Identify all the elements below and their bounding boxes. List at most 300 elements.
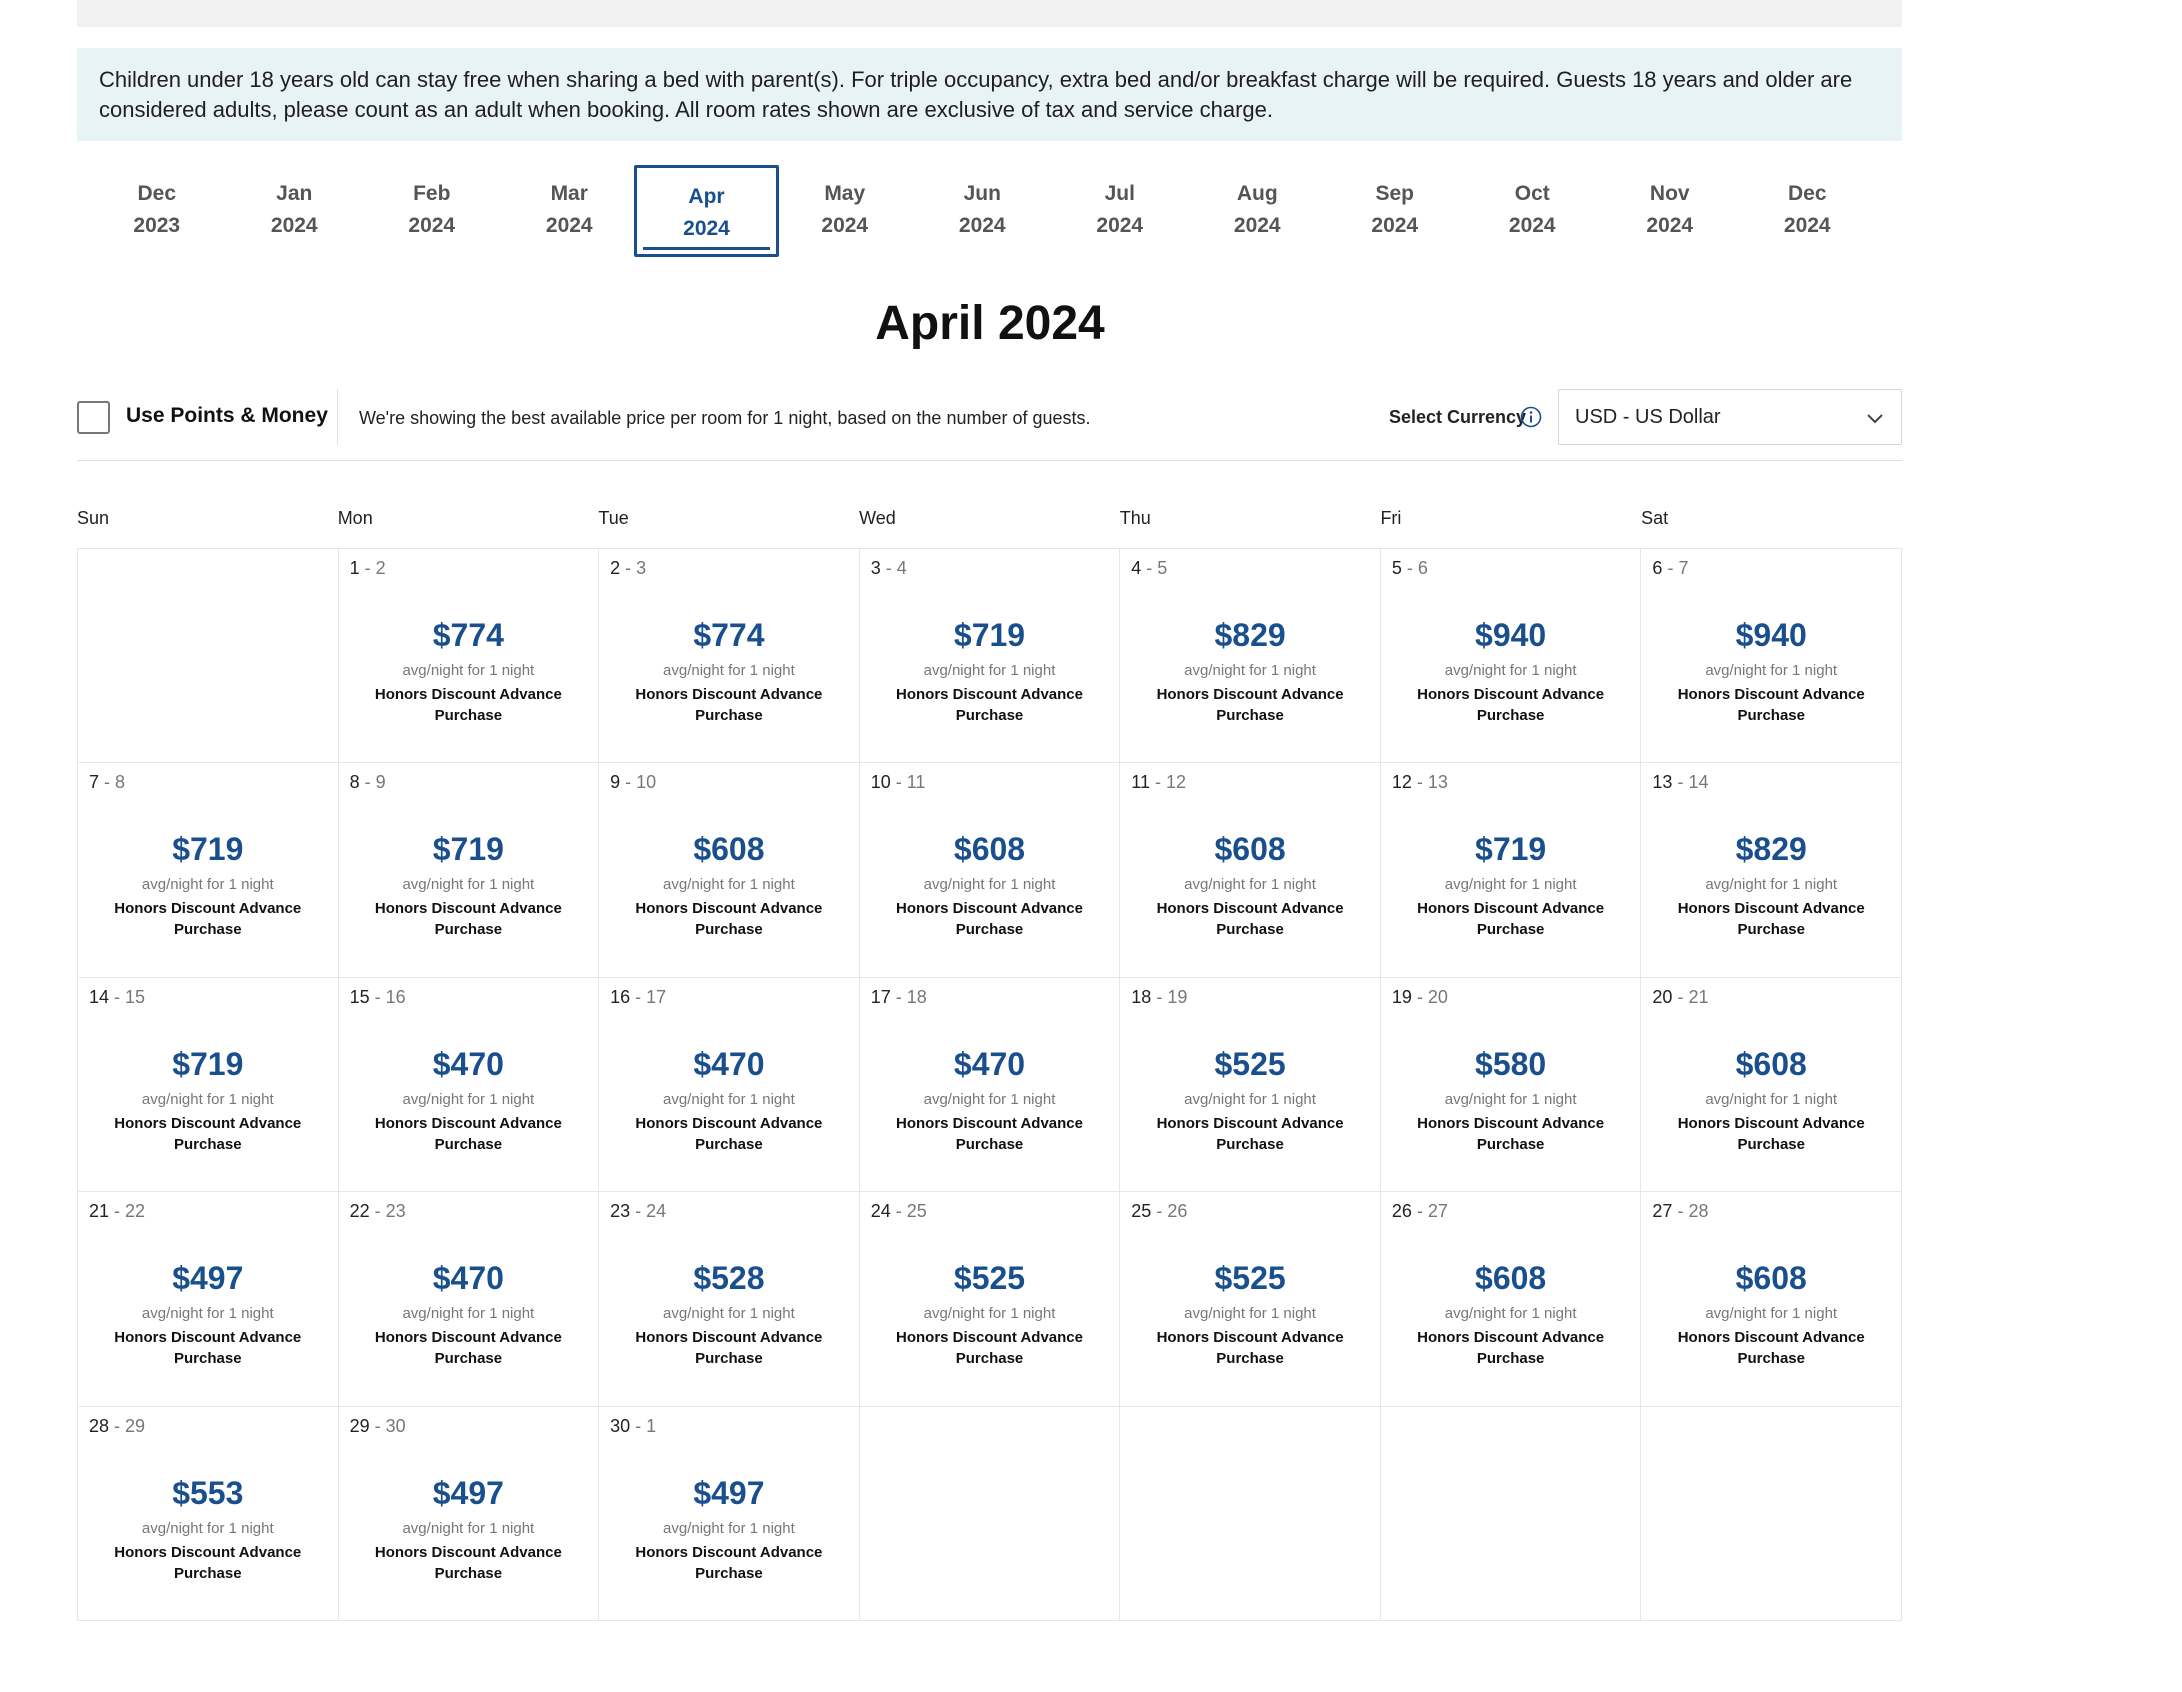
rate-name: Honors Discount Advance Purchase xyxy=(896,1114,1083,1153)
nightly-price: $553 xyxy=(172,1474,244,1511)
date-range xyxy=(871,558,907,579)
calendar-day-cell[interactable] xyxy=(1120,978,1381,1192)
nightly-price: $774 xyxy=(432,617,504,653)
avg-night-text: avg/night for 1 night xyxy=(1705,1090,1838,1108)
month-name: Jul xyxy=(1104,182,1135,205)
date-to: 16 xyxy=(385,986,406,1007)
rate-name: Honors Discount Advance Purchase xyxy=(374,1114,562,1153)
weekday-header: Wed xyxy=(859,508,896,528)
rate-name: Honors Discount Advance Purchase xyxy=(114,1329,302,1368)
date-from: 13 xyxy=(1652,772,1673,793)
date-from: 23 xyxy=(610,1201,631,1222)
date-separator: - xyxy=(1672,772,1689,793)
date-separator: - xyxy=(1411,772,1428,793)
chevron-down-icon xyxy=(1865,408,1885,428)
calendar-day-cell[interactable] xyxy=(339,1192,600,1406)
date-separator: - xyxy=(359,558,376,578)
month-name: Aug xyxy=(1236,182,1278,205)
calendar-day-cell[interactable] xyxy=(599,549,860,763)
date-to: 22 xyxy=(125,1201,146,1222)
calendar-day-cell[interactable] xyxy=(860,978,1121,1192)
avg-night-text: avg/night for 1 night xyxy=(141,1305,274,1323)
date-range xyxy=(350,987,406,1008)
date-from: 27 xyxy=(1652,1201,1673,1222)
calendar-day-cell[interactable] xyxy=(1641,1192,1902,1406)
calendar-day-cell[interactable] xyxy=(1641,763,1902,977)
date-from: 26 xyxy=(1391,1201,1412,1222)
date-to: 23 xyxy=(385,1201,406,1222)
date-to: 15 xyxy=(125,986,146,1007)
calendar-day-cell[interactable] xyxy=(339,549,600,763)
calendar-day-cell[interactable] xyxy=(599,763,860,977)
avg-night-text: avg/night for 1 night xyxy=(1705,1305,1838,1323)
date-separator: - xyxy=(369,1415,386,1436)
month-year: 2024 xyxy=(1508,214,1556,237)
calendar-day-cell[interactable] xyxy=(1641,978,1902,1192)
date-separator: - xyxy=(630,1201,647,1222)
date-to: 12 xyxy=(1165,772,1186,793)
calendar-empty-cell xyxy=(860,1407,1121,1621)
avg-night-text: avg/night for 1 night xyxy=(1705,876,1838,894)
avg-night-text: avg/night for 1 night xyxy=(1184,876,1316,894)
nightly-price: $829 xyxy=(1214,617,1286,653)
date-separator: - xyxy=(369,986,386,1007)
month-year: 2024 xyxy=(1371,214,1419,237)
avg-night-text: avg/night for 1 night xyxy=(402,662,535,679)
rate-name: Honors Discount Advance Purchase xyxy=(1677,1329,1865,1368)
rate-name: Honors Discount Advance Purchase xyxy=(635,686,823,724)
nightly-price: $528 xyxy=(693,1260,765,1297)
date-from: 29 xyxy=(349,1415,370,1436)
date-from: 14 xyxy=(89,986,110,1007)
month-year: 2024 xyxy=(821,214,869,237)
date-range xyxy=(1131,558,1167,579)
nightly-price: $525 xyxy=(953,1260,1026,1297)
currency-value: USD - US Dollar xyxy=(1575,406,1721,428)
divider xyxy=(337,389,338,445)
avg-night-text: avg/night for 1 night xyxy=(923,1090,1056,1108)
avg-night-text: avg/night for 1 night xyxy=(1184,1305,1316,1323)
date-to: 18 xyxy=(906,986,927,1007)
calendar-grid xyxy=(77,548,1902,1621)
month-year: 2024 xyxy=(1646,214,1694,237)
month-year: 2024 xyxy=(1783,214,1831,237)
date-from: 17 xyxy=(870,986,891,1007)
rate-name: Honors Discount Advance Purchase xyxy=(374,1543,562,1582)
date-from: 1 xyxy=(349,558,360,578)
month-name: Oct xyxy=(1514,182,1550,205)
rate-name: Honors Discount Advance Purchase xyxy=(896,686,1083,724)
date-from: 8 xyxy=(349,772,360,793)
avg-night-text: avg/night for 1 night xyxy=(1184,662,1316,679)
date-to: 4 xyxy=(896,558,907,578)
month-name: Feb xyxy=(413,182,451,205)
date-range xyxy=(1652,987,1708,1008)
date-from: 9 xyxy=(610,772,621,793)
date-range xyxy=(1392,987,1448,1008)
calendar-empty-cell xyxy=(1641,1407,1902,1621)
month-tab-may-2024[interactable] xyxy=(776,165,914,257)
date-to: 28 xyxy=(1688,1201,1709,1222)
avg-night-text: avg/night for 1 night xyxy=(663,1519,795,1537)
month-tab-nov-2024[interactable] xyxy=(1601,165,1739,257)
date-to: 5 xyxy=(1157,558,1168,578)
date-range xyxy=(89,772,125,793)
date-to: 26 xyxy=(1167,1201,1188,1222)
date-range xyxy=(610,1416,656,1437)
date-range xyxy=(610,987,666,1008)
calendar-controls xyxy=(77,389,1902,461)
calendar-day-cell[interactable] xyxy=(339,763,600,977)
date-to: 14 xyxy=(1688,772,1709,793)
date-to: 3 xyxy=(636,558,647,578)
date-range xyxy=(350,1416,406,1437)
date-range xyxy=(350,772,386,793)
date-separator: - xyxy=(99,772,116,793)
currency-dropdown[interactable] xyxy=(1558,389,1902,445)
month-tab-jun-2024[interactable] xyxy=(914,165,1052,257)
date-to: 6 xyxy=(1417,558,1428,578)
date-range xyxy=(1392,772,1448,793)
date-separator: - xyxy=(1151,1201,1168,1222)
calendar-day-cell[interactable] xyxy=(78,763,339,977)
month-name: Jun xyxy=(963,182,1001,205)
rate-name: Honors Discount Advance Purchase xyxy=(1156,900,1344,939)
rate-name: Honors Discount Advance Purchase xyxy=(1156,1329,1344,1368)
month-tab-oct-2024[interactable] xyxy=(1464,165,1602,257)
date-to: 21 xyxy=(1688,986,1709,1007)
month-tab-aug-2024[interactable] xyxy=(1189,165,1327,257)
rate-name: Honors Discount Advance Purchase xyxy=(114,1114,302,1153)
calendar-day-cell[interactable] xyxy=(599,1192,860,1406)
date-to: 8 xyxy=(115,772,126,793)
date-from: 4 xyxy=(1131,558,1142,578)
date-separator: - xyxy=(109,1201,126,1222)
avg-night-text: avg/night for 1 night xyxy=(1444,1090,1577,1108)
date-range xyxy=(1652,558,1688,579)
date-from: 16 xyxy=(610,986,631,1007)
rate-name: Honors Discount Advance Purchase xyxy=(896,900,1083,939)
nightly-price: $608 xyxy=(953,831,1026,868)
date-separator: - xyxy=(890,772,907,793)
date-separator: - xyxy=(1149,772,1166,793)
nightly-price: $608 xyxy=(1735,1260,1807,1297)
rate-name: Honors Discount Advance Purchase xyxy=(1677,686,1865,724)
avg-night-text: avg/night for 1 night xyxy=(1444,1305,1577,1323)
avg-night-text: avg/night for 1 night xyxy=(1444,876,1577,894)
date-to: 9 xyxy=(375,772,386,793)
avg-night-text: avg/night for 1 night xyxy=(923,662,1056,679)
calendar-day-cell[interactable] xyxy=(78,1407,339,1621)
nightly-price: $470 xyxy=(693,1045,765,1082)
weekday-header: Thu xyxy=(1119,508,1151,528)
date-to: 19 xyxy=(1167,986,1188,1007)
nightly-price: $940 xyxy=(1735,617,1807,653)
weekday-headers xyxy=(77,508,1902,529)
calendar-day-cell[interactable] xyxy=(1641,549,1902,763)
date-separator: - xyxy=(630,1415,647,1436)
rate-name: Honors Discount Advance Purchase xyxy=(635,1329,823,1368)
use-points-label[interactable]: Use Points & Money xyxy=(126,404,328,427)
date-to: 20 xyxy=(1427,986,1448,1007)
month-year: 2024 xyxy=(1233,214,1281,237)
date-range xyxy=(871,1201,927,1222)
rate-name: Honors Discount Advance Purchase xyxy=(635,1114,823,1153)
month-tab-dec-2023[interactable] xyxy=(88,165,226,257)
calendar-day-cell[interactable] xyxy=(1120,549,1381,763)
nightly-price: $829 xyxy=(1735,831,1807,868)
nightly-price: $719 xyxy=(953,617,1026,653)
rate-name: Honors Discount Advance Purchase xyxy=(1417,686,1605,724)
rate-name: Honors Discount Advance Purchase xyxy=(635,1543,823,1582)
nightly-price: $608 xyxy=(693,831,765,868)
date-separator: - xyxy=(1401,558,1418,578)
rate-name: Honors Discount Advance Purchase xyxy=(1417,1329,1605,1368)
nightly-price: $497 xyxy=(432,1474,504,1511)
month-name: Jan xyxy=(276,182,313,205)
date-range xyxy=(1392,1201,1448,1222)
date-to: 27 xyxy=(1427,1201,1448,1222)
date-from: 11 xyxy=(1131,772,1150,793)
calendar-day-cell[interactable] xyxy=(1381,978,1642,1192)
date-to: 29 xyxy=(125,1415,146,1436)
price-info-text: We're showing the best available price per room for 1 night, based on the number of guests. xyxy=(359,408,1091,428)
date-range xyxy=(89,1416,145,1437)
date-range xyxy=(1131,772,1186,793)
calendar-day-cell[interactable] xyxy=(599,978,860,1192)
date-range xyxy=(871,987,927,1008)
date-separator: - xyxy=(1672,986,1689,1007)
calendar-day-cell[interactable] xyxy=(78,1192,339,1406)
month-name: May xyxy=(824,182,866,205)
avg-night-text: avg/night for 1 night xyxy=(923,876,1056,894)
date-separator: - xyxy=(1672,1201,1689,1222)
month-tab-jan-2024[interactable] xyxy=(226,165,364,257)
date-range xyxy=(1131,987,1187,1008)
date-from: 2 xyxy=(610,558,621,578)
date-from: 6 xyxy=(1652,558,1663,578)
date-from: 7 xyxy=(89,772,100,793)
rate-name: Honors Discount Advance Purchase xyxy=(374,1329,562,1368)
date-range xyxy=(350,558,386,579)
nightly-price: $580 xyxy=(1475,1045,1547,1082)
date-separator: - xyxy=(620,772,637,793)
nightly-price: $774 xyxy=(693,617,765,653)
nightly-price: $940 xyxy=(1475,617,1547,653)
occupancy-notice: Children under 18 years old can stay free when sharing a bed with parent(s). For triple occupancy, extra bed and/or breakfast charge will be required. Guests 18 years and older are considered adults, please count as an adult when booking. All room rates shown are exclusive of tax and service charge. xyxy=(77,48,1902,141)
nightly-price: $497 xyxy=(172,1260,244,1297)
date-from: 22 xyxy=(349,1201,370,1222)
nightly-price: $608 xyxy=(1735,1045,1807,1082)
calendar-empty-cell xyxy=(1381,1407,1642,1621)
date-separator: - xyxy=(109,1415,126,1436)
date-to: 11 xyxy=(906,772,926,793)
date-from: 24 xyxy=(870,1201,891,1222)
date-separator: - xyxy=(1411,1201,1428,1222)
avg-night-text: avg/night for 1 night xyxy=(141,1519,274,1537)
avg-night-text: avg/night for 1 night xyxy=(663,662,795,679)
month-name: Dec xyxy=(1787,182,1827,205)
month-name: Mar xyxy=(550,182,588,205)
calendar-empty-cell xyxy=(78,549,339,763)
rate-name: Honors Discount Advance Purchase xyxy=(1156,1114,1344,1153)
calendar-day-cell[interactable] xyxy=(339,978,600,1192)
top-bar xyxy=(77,0,1902,27)
rate-name: Honors Discount Advance Purchase xyxy=(1677,1114,1865,1153)
date-separator: - xyxy=(369,1201,386,1222)
date-to: 2 xyxy=(375,558,386,578)
rate-name: Honors Discount Advance Purchase xyxy=(374,686,562,724)
date-separator: - xyxy=(1662,558,1679,578)
page-title: April 2024 xyxy=(875,297,1105,350)
date-separator: - xyxy=(890,986,907,1007)
nightly-price: $470 xyxy=(953,1045,1026,1082)
nightly-price: $719 xyxy=(172,1045,244,1082)
calendar-empty-cell xyxy=(1120,1407,1381,1621)
nightly-price: $497 xyxy=(693,1474,765,1511)
weekday-header: Mon xyxy=(337,508,373,528)
date-to: 24 xyxy=(646,1201,667,1222)
calendar-day-cell[interactable] xyxy=(78,978,339,1192)
date-separator: - xyxy=(359,772,376,793)
date-separator: - xyxy=(1141,558,1158,578)
month-year: 2024 xyxy=(545,214,593,237)
date-range xyxy=(610,772,656,793)
nightly-price: $608 xyxy=(1475,1260,1547,1297)
avg-night-text: avg/night for 1 night xyxy=(141,876,274,894)
select-currency-label: Select Currency xyxy=(1389,407,1527,427)
calendar-day-cell[interactable] xyxy=(860,1192,1121,1406)
date-from: 18 xyxy=(1131,986,1152,1007)
calendar-day-cell[interactable] xyxy=(860,549,1121,763)
month-name: Sep xyxy=(1375,182,1414,205)
calendar-day-cell[interactable] xyxy=(599,1407,860,1621)
rate-name: Honors Discount Advance Purchase xyxy=(1417,1114,1605,1153)
date-to: 1 xyxy=(646,1415,657,1436)
avg-night-text: avg/night for 1 night xyxy=(663,876,795,894)
date-separator: - xyxy=(890,1201,907,1222)
date-from: 28 xyxy=(89,1415,110,1436)
date-range xyxy=(610,558,646,579)
date-from: 12 xyxy=(1391,772,1412,793)
avg-night-text: avg/night for 1 night xyxy=(402,1519,535,1537)
rate-name: Honors Discount Advance Purchase xyxy=(1156,686,1344,724)
month-year: 2024 xyxy=(1096,214,1144,237)
avg-night-text: avg/night for 1 night xyxy=(663,1090,795,1108)
nightly-price: $608 xyxy=(1214,831,1286,868)
date-separator: - xyxy=(1151,986,1168,1007)
avg-night-text: avg/night for 1 night xyxy=(663,1305,795,1323)
date-separator: - xyxy=(880,558,897,578)
rate-name: Honors Discount Advance Purchase xyxy=(635,900,823,939)
date-to: 7 xyxy=(1678,558,1689,578)
date-to: 25 xyxy=(906,1201,927,1222)
month-tab-apr-2024[interactable] xyxy=(634,165,779,257)
weekday-header: Sun xyxy=(77,508,110,528)
month-name: Nov xyxy=(1649,182,1690,205)
date-from: 15 xyxy=(349,986,370,1007)
date-to: 13 xyxy=(1427,772,1448,793)
date-separator: - xyxy=(109,986,126,1007)
nightly-price: $470 xyxy=(432,1045,504,1082)
date-range xyxy=(1652,1201,1708,1222)
avg-night-text: avg/night for 1 night xyxy=(141,1090,274,1108)
calendar-day-cell[interactable] xyxy=(1381,549,1642,763)
date-from: 30 xyxy=(610,1415,631,1436)
rate-name: Honors Discount Advance Purchase xyxy=(114,1543,302,1582)
calendar-day-cell[interactable] xyxy=(1120,1192,1381,1406)
avg-night-text: avg/night for 1 night xyxy=(402,1090,535,1108)
avg-night-text: avg/night for 1 night xyxy=(1184,1090,1316,1108)
date-separator: - xyxy=(1411,986,1428,1007)
calendar-day-cell[interactable] xyxy=(860,763,1121,977)
month-year: 2024 xyxy=(683,217,730,240)
date-from: 25 xyxy=(1131,1201,1152,1222)
month-name: Apr xyxy=(688,185,725,208)
month-selector xyxy=(88,165,1876,257)
use-points-checkbox[interactable] xyxy=(77,401,110,434)
month-tab-jul-2024[interactable] xyxy=(1051,165,1189,257)
nightly-price: $525 xyxy=(1214,1260,1286,1297)
month-tab-dec-2024[interactable] xyxy=(1739,165,1877,257)
date-separator: - xyxy=(630,986,647,1007)
date-range xyxy=(89,987,145,1008)
month-year: 2023 xyxy=(133,214,181,237)
month-year: 2024 xyxy=(958,214,1006,237)
date-range xyxy=(1392,558,1428,579)
nightly-price: $525 xyxy=(1214,1045,1286,1082)
date-range xyxy=(350,1201,406,1222)
date-from: 3 xyxy=(870,558,881,578)
calendar-day-cell[interactable] xyxy=(1381,1192,1642,1406)
date-from: 21 xyxy=(89,1201,110,1222)
date-range xyxy=(610,1201,666,1222)
nightly-price: $719 xyxy=(1475,831,1547,868)
date-range xyxy=(89,1201,145,1222)
calendar-day-cell[interactable] xyxy=(1381,763,1642,977)
date-to: 30 xyxy=(385,1415,406,1436)
avg-night-text: avg/night for 1 night xyxy=(402,876,535,894)
date-from: 10 xyxy=(870,772,891,793)
calendar-day-cell[interactable] xyxy=(339,1407,600,1621)
date-range xyxy=(1131,1201,1187,1222)
weekday-header: Sat xyxy=(1641,508,1669,528)
weekday-header: Fri xyxy=(1380,508,1402,528)
date-separator: - xyxy=(620,558,637,578)
month-tab-feb-2024[interactable] xyxy=(363,165,501,257)
avg-night-text: avg/night for 1 night xyxy=(402,1305,535,1323)
nightly-price: $719 xyxy=(172,831,244,868)
rate-name: Honors Discount Advance Purchase xyxy=(114,900,302,939)
date-to: 10 xyxy=(636,772,657,793)
info-icon[interactable] xyxy=(1520,406,1542,428)
month-tab-sep-2024[interactable] xyxy=(1326,165,1464,257)
rate-name: Honors Discount Advance Purchase xyxy=(1417,900,1605,939)
calendar-day-cell[interactable] xyxy=(1120,763,1381,977)
rate-name: Honors Discount Advance Purchase xyxy=(374,900,562,939)
date-range xyxy=(1652,772,1708,793)
nightly-price: $470 xyxy=(432,1260,504,1297)
rate-name: Honors Discount Advance Purchase xyxy=(1677,900,1865,939)
date-to: 17 xyxy=(646,986,667,1007)
month-name: Dec xyxy=(137,182,177,205)
nightly-price: $719 xyxy=(432,831,504,868)
weekday-header: Tue xyxy=(598,508,629,528)
month-tab-mar-2024[interactable] xyxy=(501,165,639,257)
date-from: 20 xyxy=(1652,986,1673,1007)
avg-night-text: avg/night for 1 night xyxy=(1444,662,1577,679)
date-from: 5 xyxy=(1391,558,1402,578)
